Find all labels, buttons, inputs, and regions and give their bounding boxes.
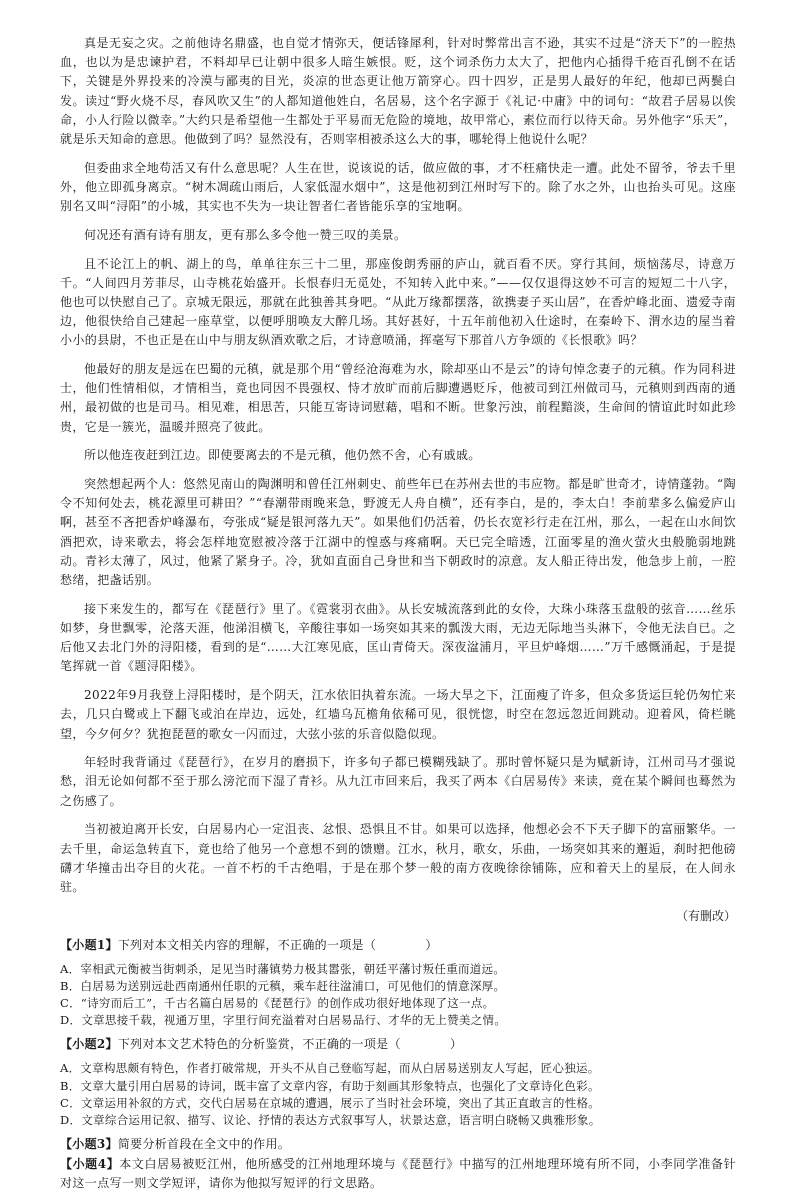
question-2-option-d[interactable]: D．文章综合运用记叙、描写、议论、抒情的表达方式叙事写人，状景达意，语言明白晓畅又典雅形象。: [60, 1113, 601, 1128]
document-page: [60, 34, 736, 1192]
question-1-text: 下列对本文相关内容的理解，不正确的一项是（ ）: [117, 937, 438, 952]
question-2-option-a[interactable]: A．文章构思颇有特色，作者打破常规，开头不从自己登临写起，而从白居易送别友人写起，匠心独运。: [60, 1061, 600, 1076]
question-2-option-b[interactable]: B．文章大量引用白居易的诗词，既丰富了文章内容，有助于刻画其形象特点，也强化了文章诗化色彩。: [60, 1078, 600, 1093]
article-paragraph: 且不论江上的帆、湖上的鸟，单单往东三十二里，那座俊朗秀丽的庐山，就百看不厌。穿行其间，烦恼荡尽，诗意万千。“人间四月芳菲尽，山寺桃花始盛开。长恨春归无觅处，不知转入此中来。”——仅仅退得这妙不可言的短短二十八字，他也可以快慰自己了。京城无限远，那就在此独善其身吧。“从此万缘都摆落，欲携妻子买山居”，在香炉峰北面、遗爱寺南边，他很快给自己建起一座草堂，以便呼朋唤友大醉几场。其好甚好，十五年前他初入仕途时，在秦岭下、渭水边的屋当着小小的县尉，不也正是在山中与朋友纵酒欢歌之后，才诗意喷涌，挥毫写下那首八方争颂的《长恨歌》吗？: [60, 256, 736, 348]
article-paragraph: 年轻时我背诵过《琵琶行》，在岁月的磨损下，许多句子都已模糊残缺了。那时曾怀疑只是为赋新诗，江州司马才强说愁，泪无论如何都不至于那么滂沱而下湿了青衫。从九江市回来后，我买了两本《白居易传》来读，竟在某个瞬间也蓦然为之伤感了。: [60, 755, 736, 808]
question-3: [60, 1135, 736, 1153]
edit-note: （有删改）: [675, 908, 736, 923]
question-2-stem: [60, 1035, 736, 1054]
question-2: [60, 1035, 736, 1129]
question-1-option-a[interactable]: A．宰相武元衡被当街刺杀，足见当时藩镇势力极其嚣张，朝廷平藩讨叛任重而道远。: [60, 961, 506, 976]
article-paragraph: 当初被迫离开长安，白居易内心一定沮丧、忿恨、恐惧且不甘。如果可以选择，他想必会不下天子脚下的富丽繁华。一去千里，命运急转直下，竟也给了他另一个意想不到的馈赠。江水，秋月，歌女，乐曲，一场突如其来的邂逅，刹时把他磅礴才华撞击出夺目的火花。一首不朽的千古绝唱，于是在那个梦一般的南方夜晚徐徐铺陈，应和着天上的星辰，在人间永驻。: [60, 822, 736, 894]
article-paragraph: 突然想起两个人：悠然见南山的陶渊明和曾任江州刺史、前些年已在苏州去世的韦应物。都是旷世奇才，诗情蓬勃。“陶令不知何处去，桃花源里可耕田？”“春潮带雨晚来急，野渡无人舟自横”，还有李白，是的，李太白！李前辈多么偏爱庐山啊，甚至不吝把香炉峰瀑布，夸张成“疑是银河落九天”。如果他们仍活着，仍长衣宽衫行走在江州，那么，一起在山水间饮酒把欢，诗来歌去，将会怎样地宽慰被冷落于江湖中的惶惑与疼痛啊。天已完全暗透，江面零星的渔火萤火虫般脆弱地跳动。青衫太薄了，风过，他紧了紧身子。冷，犹如直面自己身世和当下朝政时的凉意。友人船正待出发，他急步上前，一腔愁绪，把盏话别。: [60, 477, 736, 588]
question-1-option-d[interactable]: D．文章思接千载，视通万里，字里行间充溢着对白居易品行、才华的无上赞美之情。: [60, 1013, 507, 1028]
article-paragraph: 真是无妄之灾。之前他诗名鼎盛，也自觉才情弥天，便话锋犀利，针对时弊常出言不逊，其实不过是“济天下”的一腔热血，也以为是忠谏护君，不料却早已让朝中很多人暗生嫉恨。贬，这个词杀伤力太大了，把他内心插得千疮百孔倒不在话下，关键是外界投来的冷漠与鄙夷的目光，炎凉的世态更让他万箭穿心。四十四岁，正是男人最好的年纪，他却已两鬓白发。读过“野火烧不尽，春风吹又生”的人都知道他姓白，名居易，这个名字源于《礼记·中庸》中的词句：“故君子居易以俟命，小人行险以微幸。”大约只是希望他一生都处于平易而无危险的境地，故甲常心，素位而行以待天命。另外他字“乐天”，就是乐天知命的意思。他做到了吗？显然没有，否则宰相被杀这么大的事，哪轮得上他说什么呢？: [60, 36, 736, 147]
article-body: [60, 34, 736, 897]
article-paragraph: 他最好的朋友是远在巴蜀的元稹，就是那个用“曾经沧海难为水，除却巫山不是云”的诗句悼念妻子的元稹。作为同科进士，他们性情相似，才情相当，竟也同因不畏强权、恃才放旷而前后脚遭遇贬斥，他被司到江州做司马，元稹则到西南的通州，最初做的也是司马。相见难，相思苦，只能互寄诗词慰藉，唱和不断。世象污浊，前程黯淡，生命间的情谊此时如此珍贵，它是一簇光，温暖并照亮了彼此。: [60, 362, 736, 434]
question-1-options: [60, 961, 736, 1030]
article-paragraph: 接下来发生的，都写在《琵琶行》里了。《霓裳羽衣曲》。从长安城流落到此的女伶，大珠小珠落玉盘般的弦音……丝乐如梦，身世飘零，沦落天涯，他涕泪横飞，辛酸往事如一场突如其来的瓢泼大雨，无边无际地当头淋下，令他无法自已。之后他又去北门外的浔阳楼，看到的是“……大江寒见底，匡山青倚天。深夜湓浦月，平旦炉峰烟……”万千感慨涌起，于是提笔挥就一首《题浔阳楼》。: [60, 601, 736, 674]
question-2-options: [60, 1060, 736, 1129]
question-4-text: 本文白居易被贬江州，他所感受的江州地理环境与《琵琶行》中描写的江州地理环境有所不同，小李同学准备针对这一点写一则文学短评，请你为他拟写短评的行文思路。: [60, 1157, 736, 1190]
question-4: [60, 1155, 736, 1192]
question-3-text: 简要分析首段在全文中的作用。: [117, 1137, 291, 1152]
article-paragraph: 何况还有酒有诗有朋友，更有那么多令他一赞三叹的美景。: [84, 227, 407, 242]
question-1-option-b[interactable]: B．白居易为送别远赴西南通州任职的元稹，乘车赶往湓浦口，可见他们的情意深厚。: [60, 978, 506, 993]
article-paragraph: 但委曲求全地苟活又有什么意思呢？人生在世，说该说的话，做应做的事，才不枉痛快走一遭。此处不留爷，爷去千里外，他立即孤身离京。“树木凋疏山雨后，人家低湿水烟中”，这是他初到江州时写下的。除了水之外，山也抬头可见。这座别名又叫“浔阳”的小城，其实也不失为一块让智者仁者皆能乐享的宝地啊。: [60, 160, 736, 214]
question-2-option-c[interactable]: C．文章运用补叙的方式，交代白居易在京城的遭遇，展示了当时社会环境，突出了其正直敢言的性格。: [60, 1095, 601, 1110]
question-3-label: 【小题3】: [60, 1137, 118, 1152]
question-2-label: 【小题2】: [60, 1037, 118, 1052]
question-4-label: 【小题4】: [60, 1157, 120, 1172]
question-2-text: 下列对本文艺术特色的分析鉴赏，不正确的一项是（ ）: [117, 1037, 463, 1052]
question-1-label: 【小题1】: [60, 937, 118, 952]
article-paragraph: 2022年9月我登上浔阳楼时，是个阴天，江水依旧执着东流。一场大旱之下，江面瘦了许多，但众多货运巨轮仍匆忙来去，几只白鹭或上下翻飞或泊在岸边，远处，红墙乌瓦檐角依稀可见，很恍惚，时空在忽远忽近间跳动。迎着风，倚栏眺望，今夕何夕？犹抱琵琶的歌女一闪而过，大弦小弦的乐音似隐似现。: [60, 688, 736, 741]
question-1-option-c[interactable]: C．“诗穷而后工”，千古名篇白居易的《琵琶行》的创作成功很好地体现了这一点。: [60, 996, 495, 1011]
question-1: [60, 936, 736, 1030]
article-paragraph: 所以他连夜赶到江边。即使要离去的不是元稹，他仍然不舍，心有戚戚。: [84, 448, 481, 463]
question-1-stem: [60, 936, 736, 955]
